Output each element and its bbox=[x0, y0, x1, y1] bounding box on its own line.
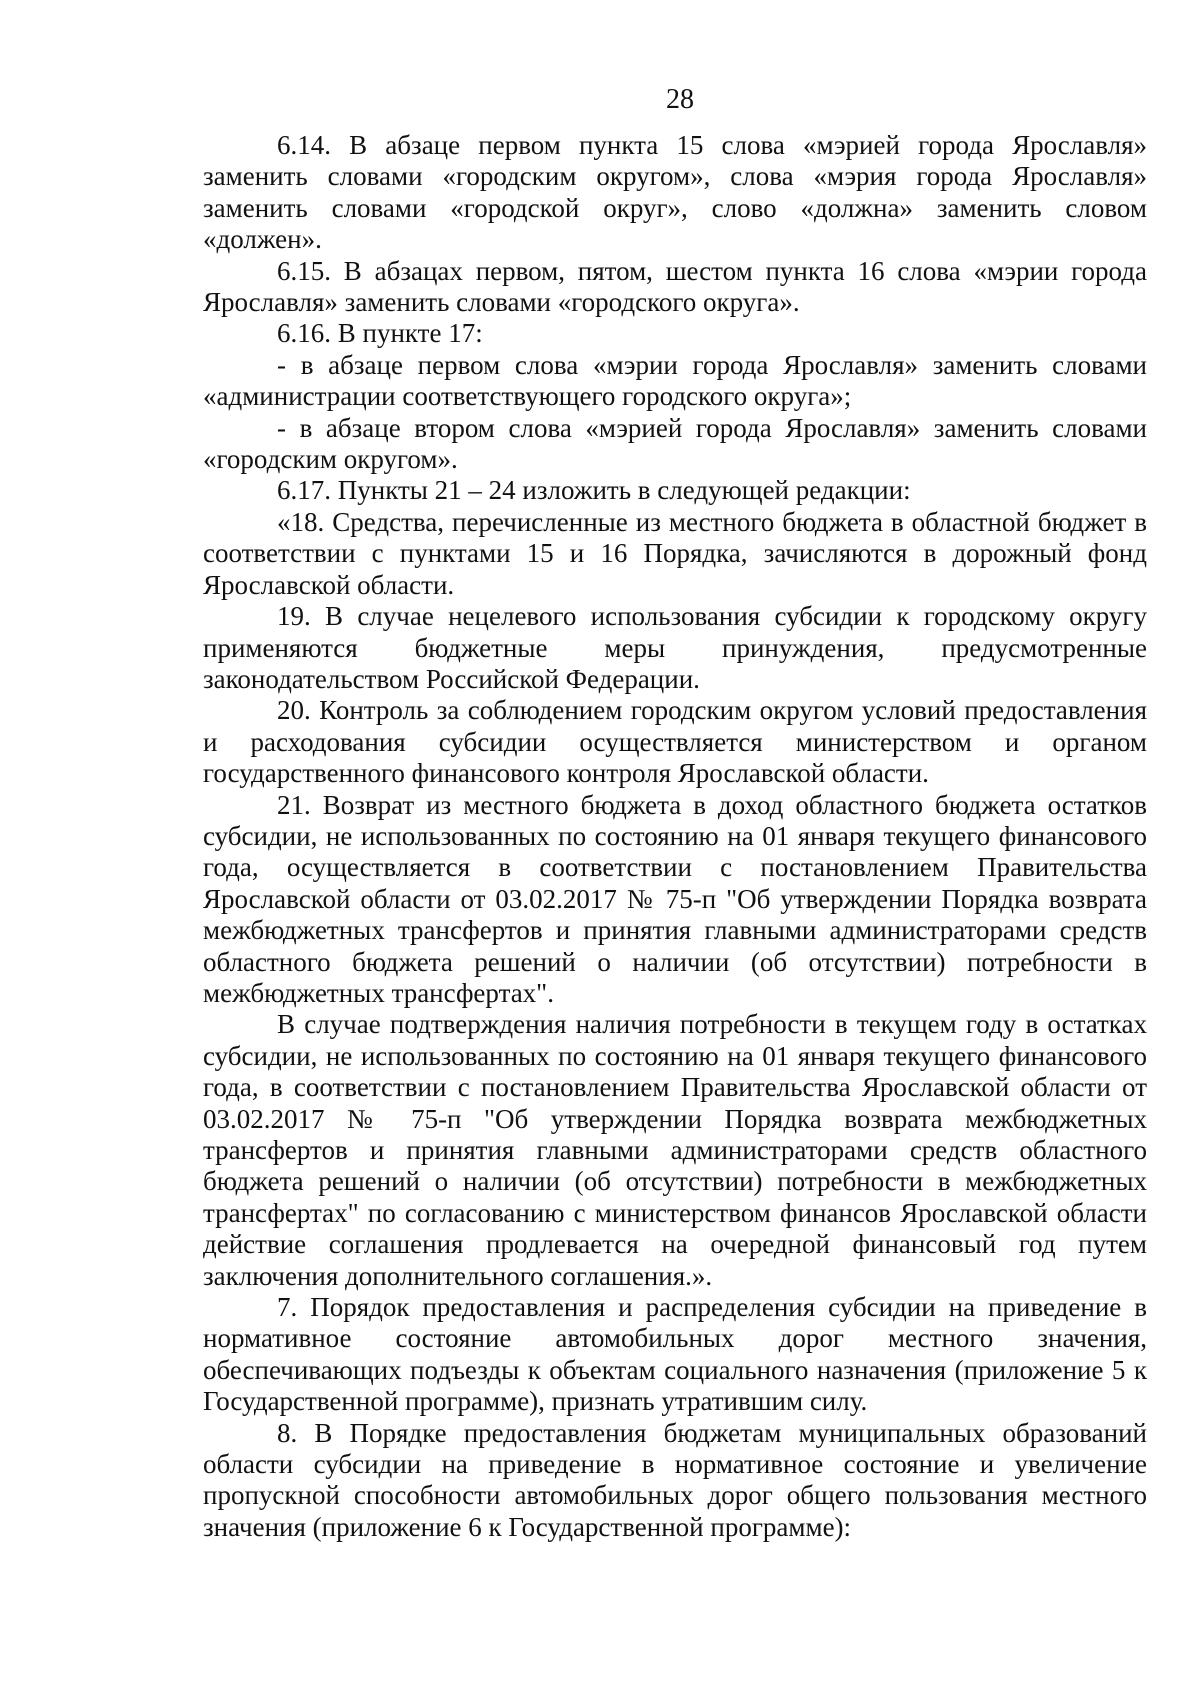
paragraph-7: 7. Порядок предоставления и распределения субсидии на приведение в нормативное состояние автомобильных дорог местного значения, обеспечивающих подъезды к объектам социального назначения (приложение 5 к Государственной программе), признать утратившим силу. bbox=[203, 1292, 1147, 1417]
paragraph-6-16-item-1: - в абзаце первом слова «мэрии города Ярославля» заменить словами «администрации соответствующего городского округа»; bbox=[203, 349, 1147, 412]
paragraph-20: 20. Контроль за соблюдением городским округом условий предоставления и расходования субсидии осуществляется министерством и органом государственного финансового контроля Ярославской области. bbox=[203, 695, 1147, 789]
paragraph-6-14: 6.14. В абзаце первом пункта 15 слова «мэрией города Ярославля» заменить словами «городским округом», слова «мэрия города Ярославля» заменить словами «городской округ», слово «должна» заменить словом «должен». bbox=[203, 130, 1147, 255]
paragraph-8: 8. В Порядке предоставления бюджетам муниципальных образований области субсидии на приведение в нормативное состояние и увеличение пропускной способности автомобильных дорог общего пользования местного значения (приложение 6 к Государственной программе): bbox=[203, 1417, 1147, 1542]
document-body bbox=[203, 130, 1147, 1543]
paragraph-21-continued: В случае подтверждения наличия потребности в текущем году в остатках субсидии, не использованных по состоянию на 01 января текущего финансового года, в соответствии с постановлением Правительства Ярославской области от 03.02.2017 № 75-п "Об утверждении Порядка возврата межбюджетных трансфертов и принятия главными администраторами средств областного бюджета решений о наличии (об отсутствии) потребности в межбюджетных трансфертах" по согласованию с министерством финансов Ярославской области действие соглашения продлевается на очередной финансовый год путем заключения дополнительного соглашения.». bbox=[203, 1009, 1147, 1291]
page-number: 28 bbox=[666, 84, 694, 115]
paragraph-19: 19. В случае нецелевого использования субсидии к городскому округу применяются бюджетные меры принуждения, предусмотренные законодательством Российской Федерации. bbox=[203, 601, 1147, 694]
paragraph-18: «18. Средства, перечисленные из местного бюджета в областной бюджет в соответствии с пунктами 15 и 16 Порядка, зачисляются в дорожный фонд Ярославской области. bbox=[203, 506, 1147, 600]
paragraph-6-16: 6.16. В пункте 17: bbox=[277, 318, 483, 349]
paragraph-6-15: 6.15. В абзацах первом, пятом, шестом пункта 16 слова «мэрии города Ярославля» заменить словами «городского округа». bbox=[203, 255, 1147, 318]
paragraph-21: 21. Возврат из местного бюджета в доход областного бюджета остатков субсидии, не использованных по состоянию на 01 января текущего финансового года, осуществляется в соответствии с постановлением Правительства Ярославской области от 03.02.2017 № 75-п "Об утверждении Порядка возврата межбюджетных трансфертов и принятия главными администраторами средств областного бюджета решений о наличии (об отсутствии) потребности в межбюджетных трансфертах". bbox=[203, 789, 1147, 1008]
paragraph-6-17: 6.17. Пункты 21 – 24 изложить в следующей редакции: bbox=[277, 475, 911, 506]
paragraph-6-16-item-2: - в абзаце втором слова «мэрией города Ярославля» заменить словами «городским округом». bbox=[203, 412, 1147, 475]
